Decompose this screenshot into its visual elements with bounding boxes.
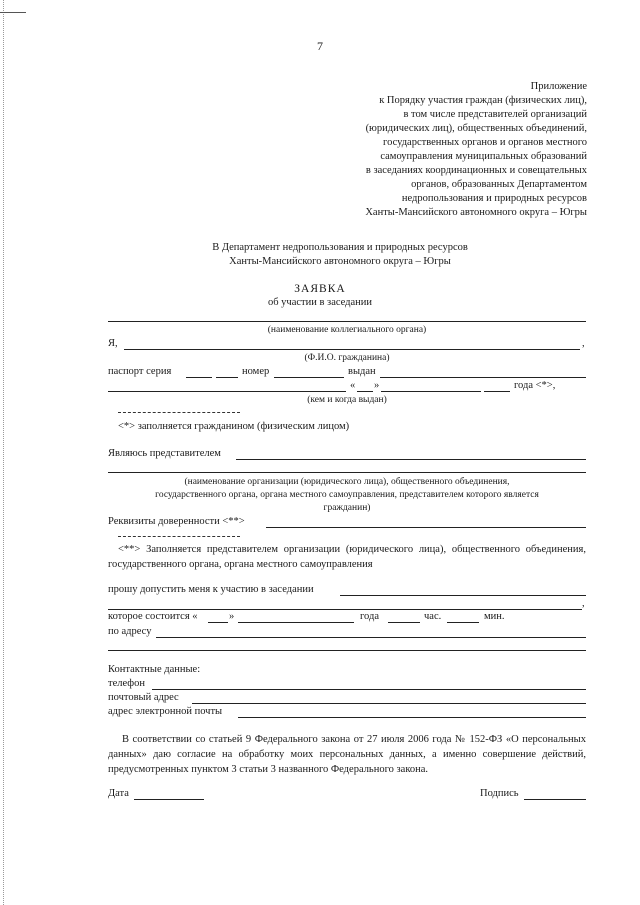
org-hint-line: (наименование организации (юридического лица), общественного объединения, bbox=[184, 477, 510, 487]
appendix-line: Приложение bbox=[530, 81, 587, 92]
appendix-line: в заседаниях координационных и совещательных bbox=[365, 165, 587, 176]
i-end: , bbox=[582, 338, 585, 349]
form-title: ЗАЯВКА bbox=[294, 283, 346, 295]
meeting-field-2[interactable] bbox=[108, 609, 582, 610]
collegial-body-hint: (наименование коллегиального органа) bbox=[267, 325, 427, 335]
power-of-attorney-label: Реквизиты доверенности <**> bbox=[108, 516, 245, 527]
issue-date-close: » bbox=[374, 380, 380, 391]
email-label: адрес электронной почты bbox=[108, 706, 223, 717]
issue-year-field[interactable] bbox=[484, 391, 510, 392]
held-close: » bbox=[229, 611, 235, 622]
held-min-label: мин. bbox=[484, 611, 505, 622]
meeting-field[interactable] bbox=[340, 595, 586, 596]
addressee-line: Ханты-Мансийского автономного округа – Югры bbox=[229, 256, 451, 267]
appendix-line: государственных органов и органов местного bbox=[383, 137, 587, 148]
held-hour-label: час. bbox=[424, 611, 442, 622]
appendix-line: Ханты-Мансийского автономного округа – Югры bbox=[365, 207, 587, 218]
appendix-line: недропользования и природных ресурсов bbox=[401, 193, 587, 204]
addressee-line: В Департамент недропользования и природных ресурсов bbox=[212, 242, 468, 253]
address-field-2[interactable] bbox=[108, 650, 586, 651]
footnote-2: <**> Заполняется представителем организации (юридического лица), общественного объединения, государственного органа, органа местного самоуправления bbox=[108, 544, 586, 570]
issued-label: выдан bbox=[348, 366, 376, 377]
power-of-attorney-field[interactable] bbox=[266, 527, 586, 528]
postal-field[interactable] bbox=[192, 703, 586, 704]
i-label: Я, bbox=[108, 338, 118, 349]
held-month-field[interactable] bbox=[238, 622, 354, 623]
appendix-line: самоуправления муниципальных образований bbox=[380, 151, 587, 162]
phone-field[interactable] bbox=[152, 689, 586, 690]
issue-date-open: « bbox=[350, 380, 356, 391]
fio-field[interactable] bbox=[124, 349, 580, 350]
issue-month-field[interactable] bbox=[381, 391, 481, 392]
collegial-body-field[interactable] bbox=[108, 321, 586, 322]
footnote-separator bbox=[118, 412, 240, 413]
issue-day-field[interactable] bbox=[357, 391, 373, 392]
issued-by-hint: (кем и когда выдан) bbox=[307, 395, 387, 405]
appendix-line: (юридических лиц), общественных объединений, bbox=[365, 123, 587, 134]
footnote-separator bbox=[118, 536, 240, 537]
passport-series-field-1[interactable] bbox=[186, 377, 212, 378]
appendix-line: к Порядку участия граждан (физических лиц), bbox=[379, 95, 587, 106]
request-label: прошу допустить меня к участию в заседании bbox=[108, 584, 314, 595]
date-field[interactable] bbox=[134, 799, 204, 800]
held-hour-field[interactable] bbox=[388, 622, 420, 623]
page-number: 7 bbox=[317, 39, 323, 53]
contacts-title: Контактные данные: bbox=[108, 664, 201, 675]
representative-field-2[interactable] bbox=[108, 472, 586, 473]
passport-series-label: паспорт серия bbox=[108, 366, 172, 377]
held-year-label: года bbox=[360, 611, 379, 622]
request-end: , bbox=[582, 598, 585, 609]
appendix-line: органов, образованных Департаментом bbox=[411, 179, 587, 190]
signature-field[interactable] bbox=[524, 799, 586, 800]
representative-label: Являюсь представителем bbox=[108, 448, 221, 459]
year-footnote-label: года <*>, bbox=[514, 380, 556, 391]
phone-label: телефон bbox=[108, 678, 145, 689]
postal-label: почтовый адрес bbox=[108, 692, 179, 703]
fio-hint: (Ф.И.О. гражданина) bbox=[304, 353, 390, 363]
appendix-line: в том числе представителей организаций bbox=[403, 109, 587, 120]
held-min-field[interactable] bbox=[447, 622, 479, 623]
form-subtitle: об участии в заседании bbox=[267, 297, 373, 308]
email-field[interactable] bbox=[238, 717, 586, 718]
date-label: Дата bbox=[108, 788, 129, 799]
passport-number-field[interactable] bbox=[274, 377, 344, 378]
issued-by-field-2[interactable] bbox=[108, 391, 346, 392]
held-label: которое состоится « bbox=[108, 611, 198, 622]
passport-number-label: номер bbox=[242, 366, 270, 377]
org-hint-line: гражданин) bbox=[323, 503, 371, 513]
address-field[interactable] bbox=[156, 637, 586, 638]
org-hint-line: государственного органа, органа местного самоуправления, представителем которого является bbox=[155, 490, 539, 500]
binding-margin bbox=[3, 0, 8, 905]
corner-mark bbox=[0, 0, 26, 13]
passport-series-field-2[interactable] bbox=[216, 377, 238, 378]
footnote-1: <*> заполняется гражданином (физическим лицом) bbox=[118, 421, 350, 432]
address-label: по адресу bbox=[108, 626, 152, 637]
signature-label: Подпись bbox=[480, 788, 519, 799]
held-day-field[interactable] bbox=[208, 622, 228, 623]
consent-text: В соответствии со статьей 9 Федерального закона от 27 июля 2006 года № 152-ФЗ «О персональных данных» даю согласие на обработку моих персональных данных, а именно совершение действий, предусмотренных пунктом 3 статьи 3 названного Федерального закона. bbox=[108, 734, 586, 775]
issued-by-field[interactable] bbox=[380, 377, 586, 378]
representative-field[interactable] bbox=[236, 459, 586, 460]
